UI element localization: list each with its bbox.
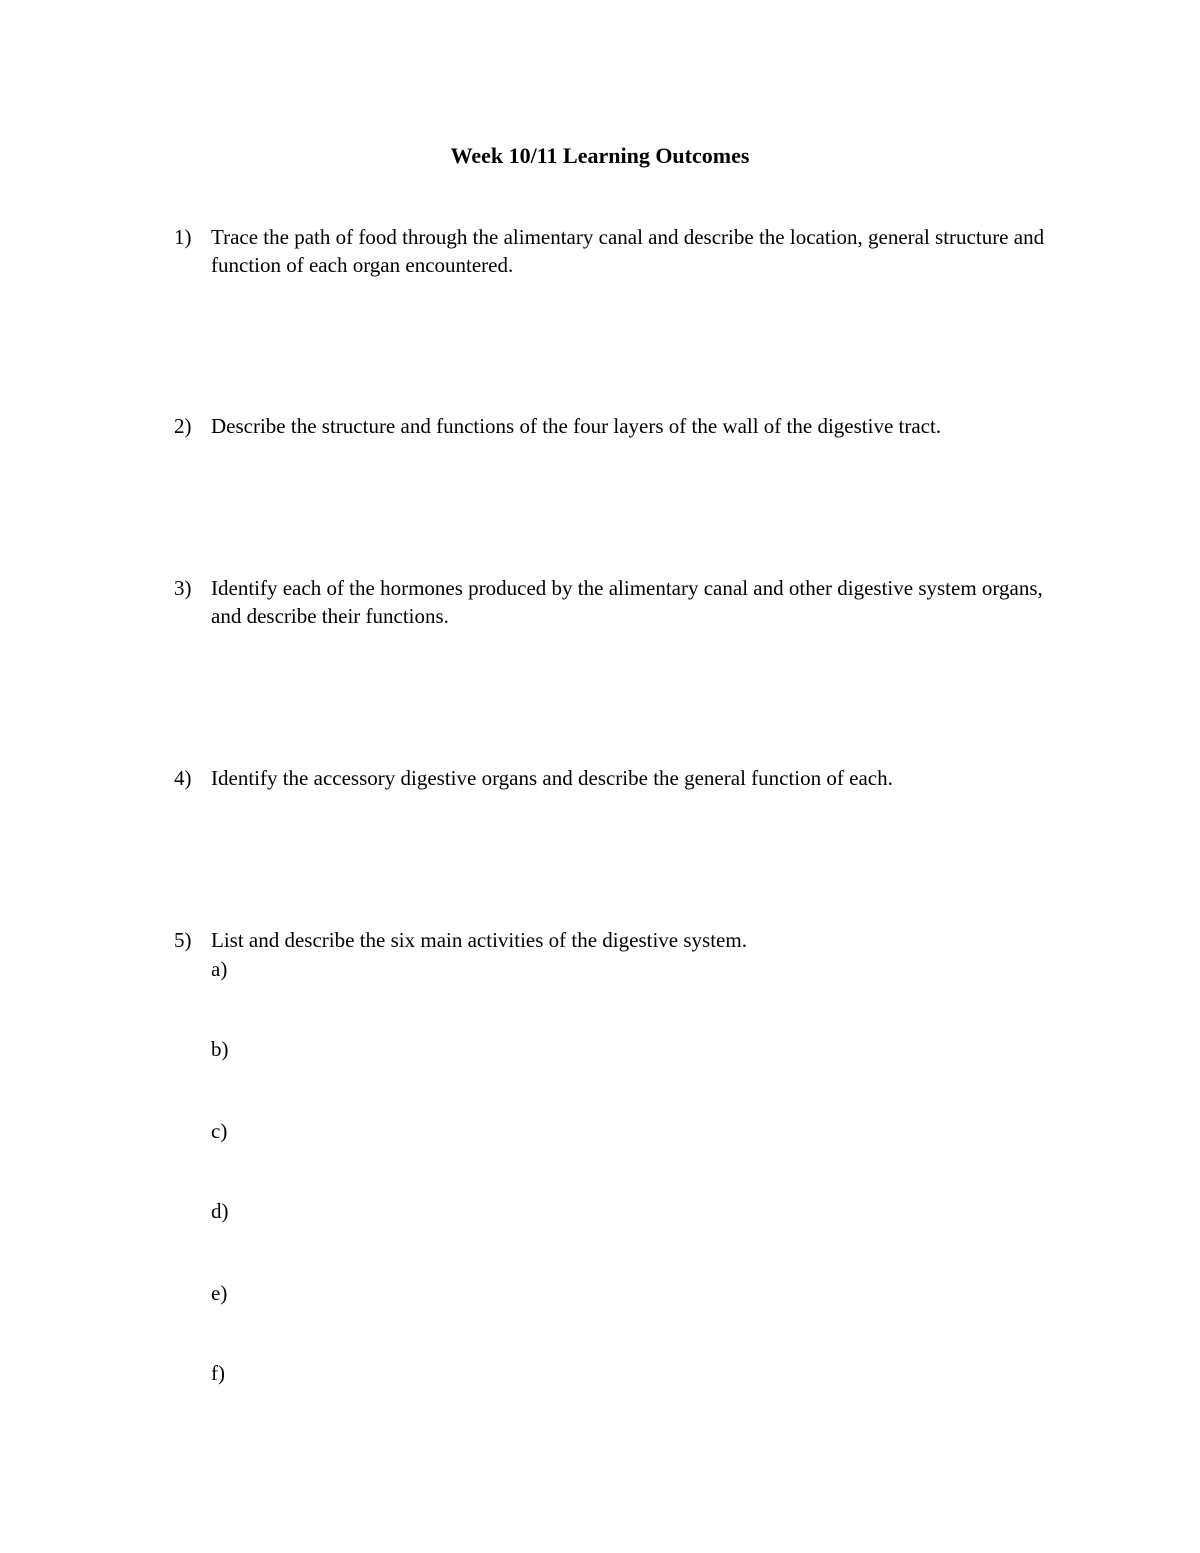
outcome-number: 4) <box>174 766 192 790</box>
outcome-2 <box>174 412 1054 440</box>
subitem-f: f) <box>211 1361 225 1385</box>
outcome-number: 5) <box>174 928 192 952</box>
outcome-number: 2) <box>174 414 192 438</box>
outcome-text: Identify the accessory digestive organs and describe the general function of each. <box>211 766 893 790</box>
outcome-number: 1) <box>174 225 192 249</box>
subitem-e: e) <box>211 1281 228 1305</box>
outcome-text: List and describe the six main activities of the digestive system. <box>211 928 747 952</box>
page-title: Week 10/11 Learning Outcomes <box>450 143 750 168</box>
outcome-text: Describe the structure and functions of the four layers of the wall of the digestive tract. <box>211 414 942 438</box>
subitem-b: b) <box>211 1037 229 1061</box>
outcome-number: 3) <box>174 576 192 600</box>
subitem-a: a) <box>211 957 228 981</box>
outcome-3 <box>174 574 1054 630</box>
outcome-5 <box>174 926 1054 954</box>
outcome-1 <box>174 223 1054 279</box>
subitem-d: d) <box>211 1199 229 1223</box>
outcome-text: Trace the path of food through the alimentary canal and describe the location, general structure and function of each organ encountered. <box>211 225 1045 277</box>
outcome-text: Identify each of the hormones produced by the alimentary canal and other digestive system organs, and describe their functions. <box>211 576 1043 628</box>
outcome-4 <box>174 764 1054 792</box>
subitem-c: c) <box>211 1119 228 1143</box>
